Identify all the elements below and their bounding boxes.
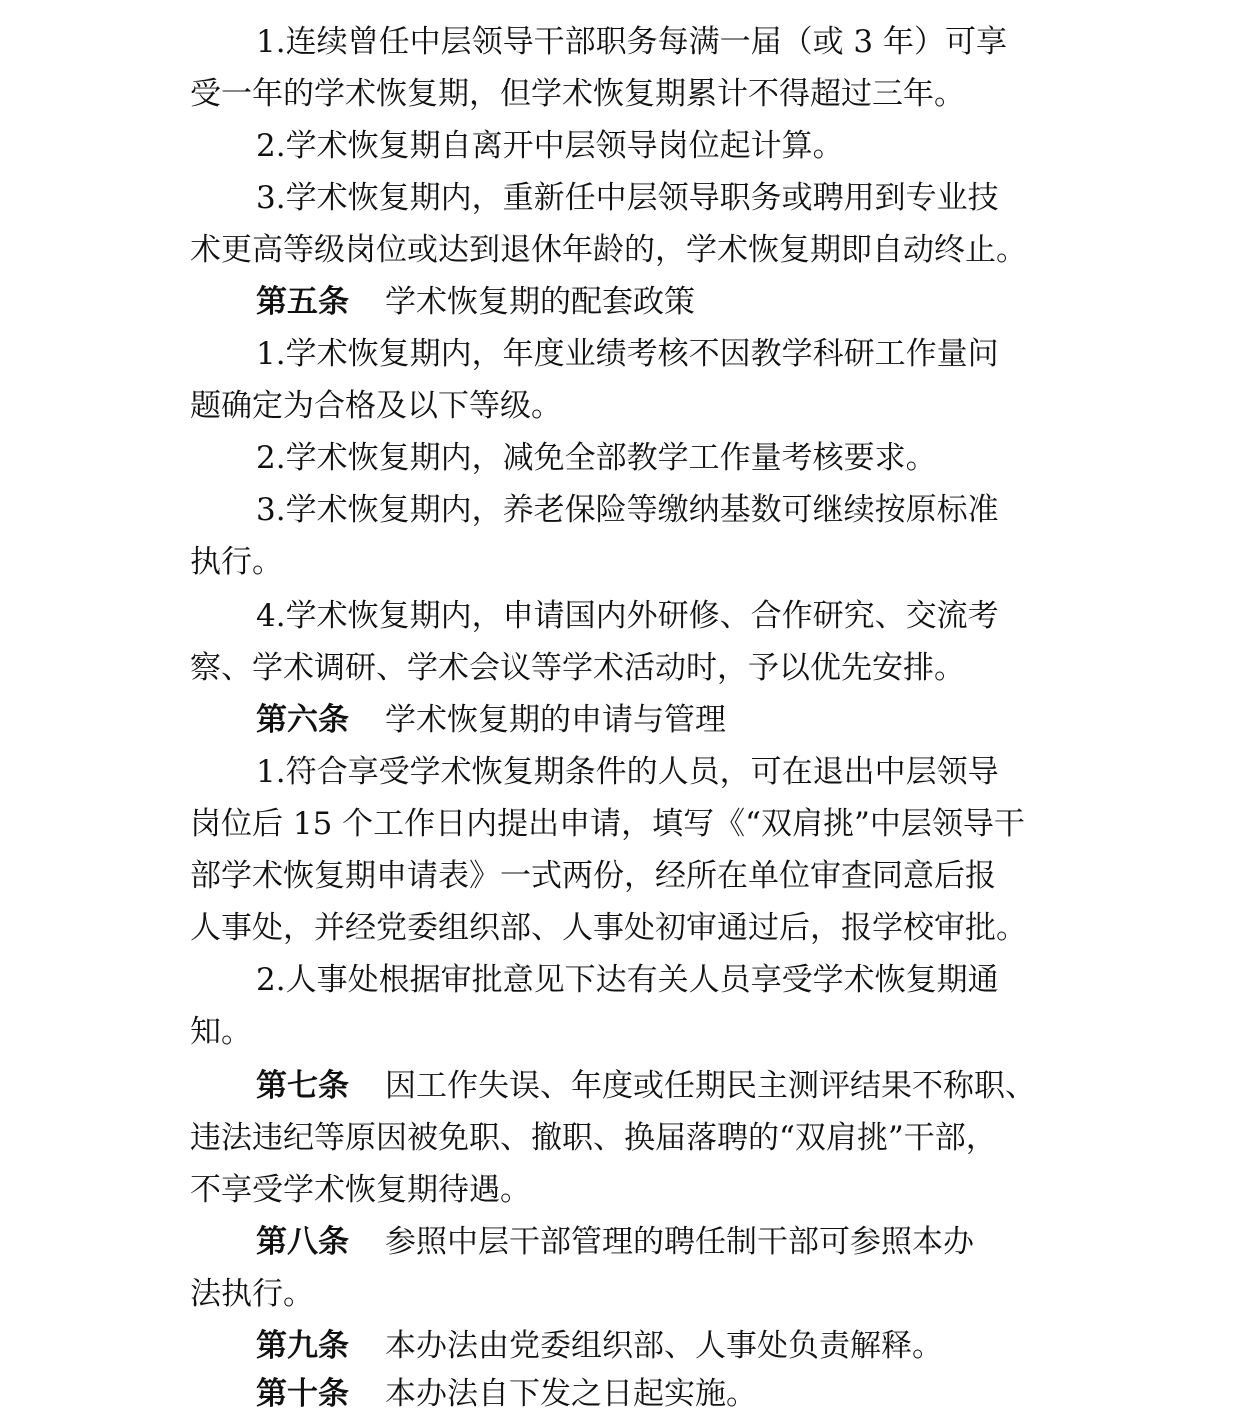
article-title: 学术恢复期的配套政策 xyxy=(385,284,695,320)
article-title: 学术恢复期的申请与管理 xyxy=(385,702,726,738)
text-line: 2.学术恢复期内，减免全部教学工作量考核要求。 xyxy=(256,440,937,476)
text-line: 1.连续曾任中层领导干部职务每满一届（或 3 年）可享 xyxy=(256,24,1008,60)
text-line: 4.学术恢复期内，申请国内外研修、合作研究、交流考 xyxy=(256,598,999,634)
text-line: 题确定为合格及以下等级。 xyxy=(190,388,562,424)
text-line: 3.学术恢复期内，养老保险等缴纳基数可继续按原标准 xyxy=(256,492,999,528)
text-line: 人事处，并经党委组织部、人事处初审通过后，报学校审批。 xyxy=(190,910,1027,946)
text-line: 部学术恢复期申请表》一式两份，经所在单位审查同意后报 xyxy=(190,858,996,894)
article-label: 第七条 xyxy=(256,1068,349,1104)
text-line: 术更高等级岗位或达到退休年龄的，学术恢复期即自动终止。 xyxy=(190,232,1027,268)
article-6-heading xyxy=(256,694,726,746)
article-label: 第九条 xyxy=(256,1328,349,1364)
text-line: 不享受学术恢复期待遇。 xyxy=(190,1172,531,1208)
article-text: 本办法由党委组织部、人事处负责解释。 xyxy=(385,1328,943,1364)
text-line: 3.学术恢复期内，重新任中层领导职务或聘用到专业技 xyxy=(256,180,999,216)
article-text: 因工作失误、年度或任期民主测评结果不称职、 xyxy=(385,1068,1036,1104)
text-line: 受一年的学术恢复期，但学术恢复期累计不得超过三年。 xyxy=(190,76,965,112)
article-label: 第六条 xyxy=(256,702,349,738)
article-5-heading xyxy=(256,276,695,328)
text-line: 察、学术调研、学术会议等学术活动时，予以优先安排。 xyxy=(190,650,965,686)
text-line: 1.学术恢复期内，年度业绩考核不因教学科研工作量问 xyxy=(256,336,999,372)
text-line: 法执行。 xyxy=(190,1276,314,1312)
text-line: 执行。 xyxy=(190,544,283,580)
text-line: 岗位后 15 个工作日内提出申请，填写《“双肩挑”中层领导干 xyxy=(190,806,1025,842)
article-text: 本办法自下发之日起实施。 xyxy=(385,1376,757,1412)
text-line: 2.学术恢复期自离开中层领导岗位起计算。 xyxy=(256,128,844,164)
text-line: 知。 xyxy=(190,1014,252,1050)
text-line: 1.符合享受学术恢复期条件的人员，可在退出中层领导 xyxy=(256,754,999,790)
text-line: 2.人事处根据审批意见下达有关人员享受学术恢复期通 xyxy=(256,962,999,998)
article-10-heading xyxy=(256,1368,757,1420)
article-label: 第十条 xyxy=(256,1376,349,1412)
text-line: 违法违纪等原因被免职、撤职、换届落聘的“双肩挑”干部， xyxy=(190,1120,997,1156)
article-label: 第八条 xyxy=(256,1224,349,1260)
article-text: 参照中层干部管理的聘任制干部可参照本办 xyxy=(385,1224,974,1260)
article-label: 第五条 xyxy=(256,284,349,320)
article-8-heading xyxy=(256,1216,974,1268)
article-7-heading xyxy=(256,1060,1036,1112)
article-9-heading xyxy=(256,1320,943,1372)
